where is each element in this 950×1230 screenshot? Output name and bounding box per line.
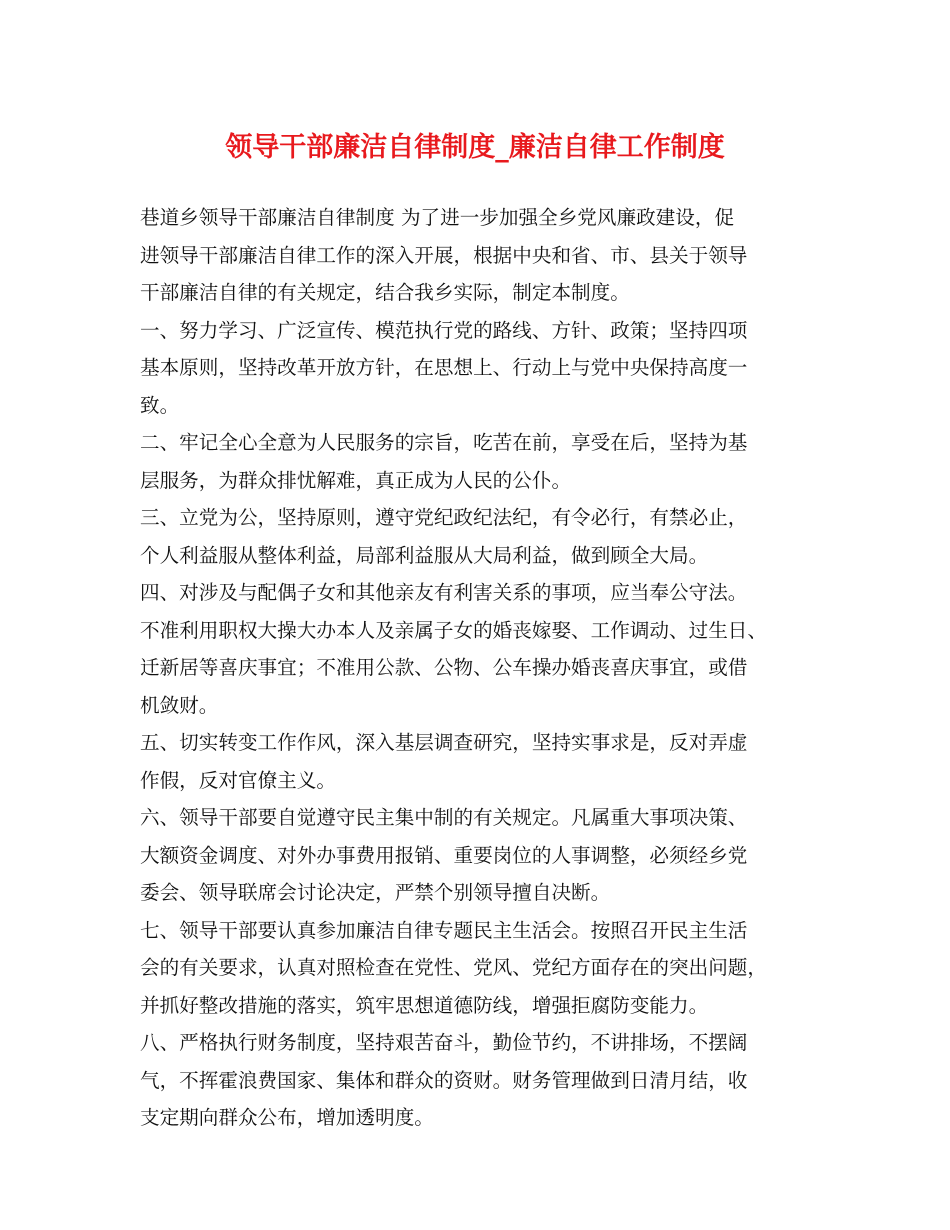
text-line: 三、立党为公，坚持原则，遵守党纪政纪法纪，有令必行，有禁必止， (140, 506, 748, 529)
text-line: 进领导干部廉洁自律工作的深入开展，根据中央和省、市、县关于领导 (140, 243, 748, 267)
text-line: 干部廉洁自律的有关规定，结合我乡实际，制定本制度。 (140, 281, 630, 304)
text-line: 委会、领导联席会讨论决定，严禁个别领导擅自决断。 (140, 881, 611, 904)
text-line: 大额资金调度、对外办事费用报销、重要岗位的人事调整，必须经乡党 (140, 843, 748, 867)
text-line: 六、领导干部要自觉遵守民主集中制的有关规定。凡属重大事项决策、 (140, 806, 748, 829)
text-line: 并抓好整改措施的落实，筑牢思想道德防线，增强拒腐防变能力。 (140, 993, 709, 1017)
text-line: 不准利用职权大操大办本人及亲属子女的婚丧嫁娶、工作调动、过生日、 (140, 618, 767, 642)
document-title: 领导干部廉洁自律制度_廉洁自律工作制度 (225, 132, 725, 163)
text-line: 八、严格执行财务制度，坚持艰苦奋斗，勤俭节约，不讲排场，不摆阔 (140, 1031, 748, 1054)
text-line: 基本原则，坚持改革开放方针，在思想上、行动上与党中央保持高度一 (140, 356, 748, 379)
text-line: 气，不挥霍浪费国家、集体和群众的资财。财务管理做到日清月结，收 (140, 1068, 748, 1092)
document-body (140, 199, 820, 1137)
text-line: 作假，反对官僚主义。 (140, 768, 336, 792)
text-line: 机敛财。 (140, 693, 219, 717)
text-line: 七、领导干部要认真参加廉洁自律专题民主生活会。按照召开民主生活 (140, 918, 748, 942)
text-line: 层服务，为群众排忧解难，真正成为人民的公仆。 (140, 468, 572, 492)
text-line: 四、对涉及与配偶子女和其他亲友有利害关系的事项，应当奉公守法。 (140, 581, 748, 604)
text-line: 五、切实转变工作作风，深入基层调查研究，坚持实事求是，反对弄虚 (140, 731, 748, 754)
text-line: 支定期向群众公布，增加透明度。 (140, 1106, 434, 1129)
text-line: 二、牢记全心全意为人民服务的宗旨，吃苦在前，享受在后，坚持为基 (140, 431, 748, 454)
text-line: 会的有关要求，认真对照检查在党性、党风、党纪方面存在的突出问题， (140, 956, 767, 979)
text-line: 个人利益服从整体利益，局部利益服从大局利益，做到顾全大局。 (140, 543, 709, 567)
text-line: 一、努力学习、广泛宣传、模范执行党的路线、方针、政策；坚持四项 (140, 318, 748, 342)
text-line: 致。 (140, 393, 180, 417)
text-line: 迁新居等喜庆事宜；不准用公款、公物、公车操办婚丧喜庆事宜，或借 (140, 656, 748, 679)
text-line: 巷道乡领导干部廉洁自律制度 为了进一步加强全乡党风廉政建设，促 (140, 206, 735, 229)
